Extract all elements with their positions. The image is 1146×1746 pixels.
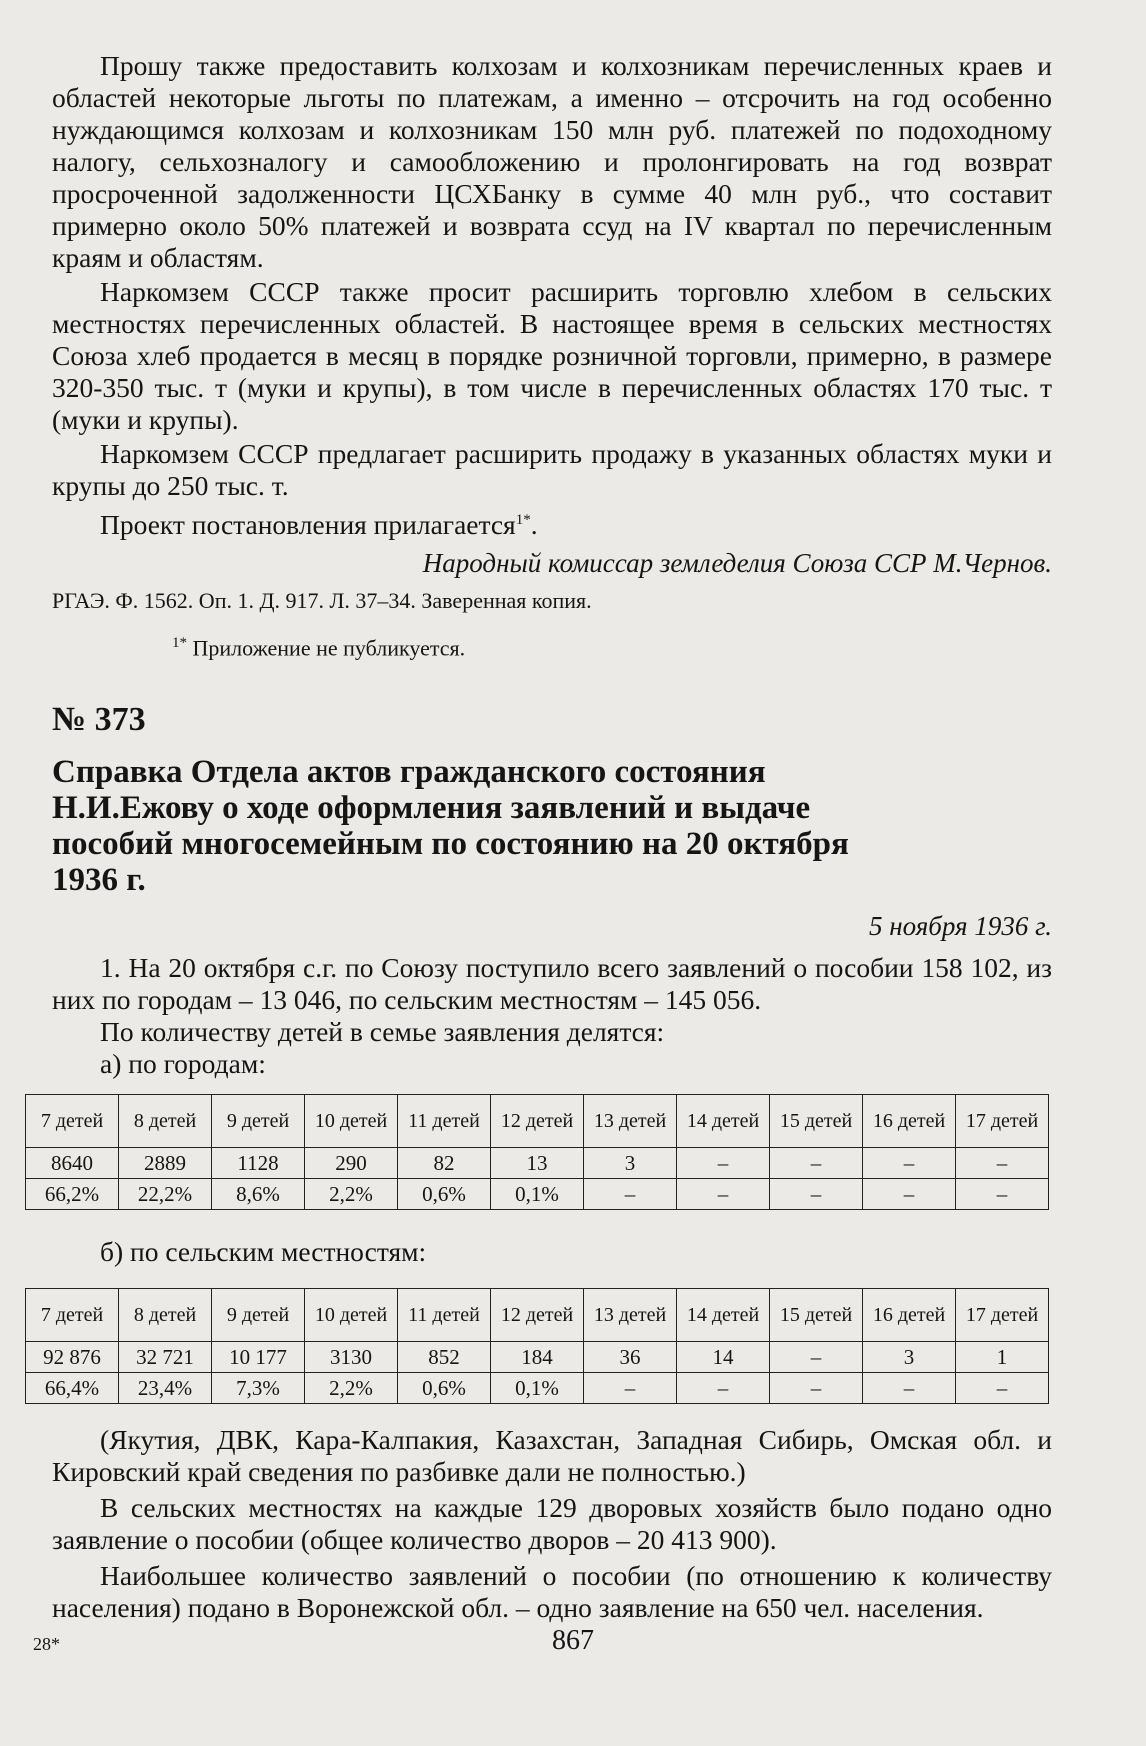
intro-paragraph: Наркомзем СССР также просит расширить торговлю хлебом в сельских местностях перечисленных областей. В настоящее время в сельских местностях Союза хлеб продается в месяц в порядке розничной торговли, примерно, в размере 320-350 тыс. т (муки и крупы), в том числе в перечисленных областях 170 тыс. т (муки и крупы). <box>52 276 1052 435</box>
table-cell: – <box>770 1342 863 1373</box>
body-paragraph: (Якутия, ДВК, Кара-Калпакия, Казахстан, Западная Сибирь, Омская обл. и Кировский край сведения по разбивке дали не полностью.) <box>52 1424 1052 1487</box>
table-cell: 14 <box>677 1342 770 1373</box>
header-cell: 11 детей <box>398 1095 491 1148</box>
table-row-counts <box>26 1148 1049 1179</box>
doc-title: Справка Отдела актов гражданского состояния Н.И.Ежову о ходе оформления заявлений и выдаче пособий многосемейным по состоянию на 20 октября 1936 г. <box>52 754 849 898</box>
table-cell: – <box>584 1373 677 1404</box>
table-cell: 3 <box>584 1148 677 1179</box>
doc-number: № 373 <box>52 701 146 738</box>
header-cell: 14 детей <box>677 1095 770 1148</box>
table-cell: – <box>584 1179 677 1210</box>
table-header-row <box>26 1095 1049 1148</box>
table-cell: 2889 <box>119 1148 212 1179</box>
header-cell: 17 детей <box>956 1289 1049 1342</box>
table-cell: 8,6% <box>212 1179 305 1210</box>
table-cell: 0,1% <box>491 1373 584 1404</box>
table-cell: – <box>677 1179 770 1210</box>
header-cell: 9 детей <box>212 1289 305 1342</box>
header-cell: 9 детей <box>212 1095 305 1148</box>
table-cell: 2,2% <box>305 1373 398 1404</box>
body-paragraph: 1. На 20 октября с.г. по Союзу поступило всего заявлений о пособии 158 102, из них по городам – 13 046, по сельским местностям – 145 056. <box>52 952 1052 1015</box>
header-cell: 7 детей <box>26 1095 119 1148</box>
header-cell: 8 детей <box>119 1289 212 1342</box>
table-cell: 852 <box>398 1342 491 1373</box>
sheet-mark: 28* <box>33 1634 60 1654</box>
header-cell: 12 детей <box>491 1289 584 1342</box>
header-cell: 13 детей <box>584 1095 677 1148</box>
table-cell: 1 <box>956 1342 1049 1373</box>
table-cell: 66,2% <box>26 1179 119 1210</box>
header-cell: 14 детей <box>677 1289 770 1342</box>
table-row-percents <box>26 1373 1049 1404</box>
table-cell: 184 <box>491 1342 584 1373</box>
table-cell: – <box>956 1179 1049 1210</box>
body-paragraph: Наибольшее количество заявлений о пособии (по отношению к количеству населения) подано в Воронежской обл. – одно заявление на 650 чел. населения. <box>52 1560 1052 1623</box>
table-cell: 22,2% <box>119 1179 212 1210</box>
table-row-counts <box>26 1342 1049 1373</box>
table-cell: 8640 <box>26 1148 119 1179</box>
body-paragraph: В сельских местностях на каждые 129 дворовых хозяйств было подано одно заявление о пособии (общее количество дворов – 20 413 900). <box>52 1492 1052 1555</box>
table-cell: 0,1% <box>491 1179 584 1210</box>
header-cell: 13 детей <box>584 1289 677 1342</box>
rural-table <box>25 1288 1049 1404</box>
header-cell: 10 детей <box>305 1095 398 1148</box>
header-cell: 16 детей <box>863 1289 956 1342</box>
cities-table <box>25 1094 1049 1210</box>
table-cell: 0,6% <box>398 1373 491 1404</box>
header-cell: 15 детей <box>770 1095 863 1148</box>
table-cell: 7,3% <box>212 1373 305 1404</box>
table-cell: 2,2% <box>305 1179 398 1210</box>
table-cell: – <box>863 1373 956 1404</box>
table-cell: 92 876 <box>26 1342 119 1373</box>
page-number: 867 <box>552 1625 594 1656</box>
table-label-rural: б) по сельским местностям: <box>100 1236 427 1267</box>
table-cell: 0,6% <box>398 1179 491 1210</box>
table-cell: – <box>770 1148 863 1179</box>
table-cell: 66,4% <box>26 1373 119 1404</box>
footnote-marker: 1* <box>515 512 531 528</box>
header-cell: 17 детей <box>956 1095 1049 1148</box>
table-cell: 290 <box>305 1148 398 1179</box>
table-cell: – <box>863 1148 956 1179</box>
table-cell: – <box>956 1373 1049 1404</box>
table-cell: 23,4% <box>119 1373 212 1404</box>
footnote-text: Приложение не публикуется. <box>192 635 466 661</box>
footnote-marker: 1* <box>172 635 187 652</box>
header-cell: 16 детей <box>863 1095 956 1148</box>
table-cell: – <box>770 1179 863 1210</box>
table-cell: – <box>863 1179 956 1210</box>
table-cell: 3130 <box>305 1342 398 1373</box>
table-cell: 36 <box>584 1342 677 1373</box>
table-label-cities: а) по городам: <box>100 1048 266 1079</box>
header-cell: 11 детей <box>398 1289 491 1342</box>
intro-paragraph-last: Проект постановления прилагается$^{1*}$. <box>100 509 538 541</box>
table-cell: – <box>677 1148 770 1179</box>
header-cell: 7 детей <box>26 1289 119 1342</box>
table-cell: 32 721 <box>119 1342 212 1373</box>
signature: Народный комиссар земледелия Союза ССР М.Чернов. <box>422 548 1052 579</box>
body-paragraph: По количеству детей в семье заявления делятся: <box>100 1016 665 1047</box>
archive-reference: РГАЭ. Ф. 1562. Оп. 1. Д. 917. Л. 37–34. Заверенная копия. <box>52 588 592 614</box>
table-header-row <box>26 1289 1049 1342</box>
table-cell: 3 <box>863 1342 956 1373</box>
table-row-percents <box>26 1179 1049 1210</box>
doc-date: 5 ноября 1936 г. <box>868 911 1052 941</box>
header-cell: 15 детей <box>770 1289 863 1342</box>
table-cell: – <box>956 1148 1049 1179</box>
intro-paragraph-text: Проект постановления прилагается <box>100 509 516 541</box>
table-cell: 10 177 <box>212 1342 305 1373</box>
table-cell: – <box>770 1373 863 1404</box>
table-cell: 82 <box>398 1148 491 1179</box>
table-cell: 1128 <box>212 1148 305 1179</box>
footnote <box>52 629 1052 662</box>
intro-paragraph: Наркомзем СССР предлагает расширить продажу в указанных областях муки и крупы до 250 тыс. т. <box>52 438 1052 501</box>
document-373 <box>40 700 1052 1624</box>
intro-paragraph: Прошу также предоставить колхозам и колхозникам перечисленных краев и областей некоторые льготы по платежам, а именно – отсрочить на год особенно нуждающимся колхозам и колхозникам 150 млн руб. платежей по подоходному налогу, сельхозналогу и самообложению и пролонгировать на год возврат просроченной задолженности ЦСХБанку в сумме 40 млн руб., что составит примерно около 50% платежей и возврата ссуд на IV квартал по перечисленным краям и областям. <box>52 50 1052 273</box>
header-cell: 10 детей <box>305 1289 398 1342</box>
table-cell: – <box>677 1373 770 1404</box>
header-cell: 8 детей <box>119 1095 212 1148</box>
header-cell: 12 детей <box>491 1095 584 1148</box>
table-cell: 13 <box>491 1148 584 1179</box>
intro-section <box>52 50 1052 662</box>
